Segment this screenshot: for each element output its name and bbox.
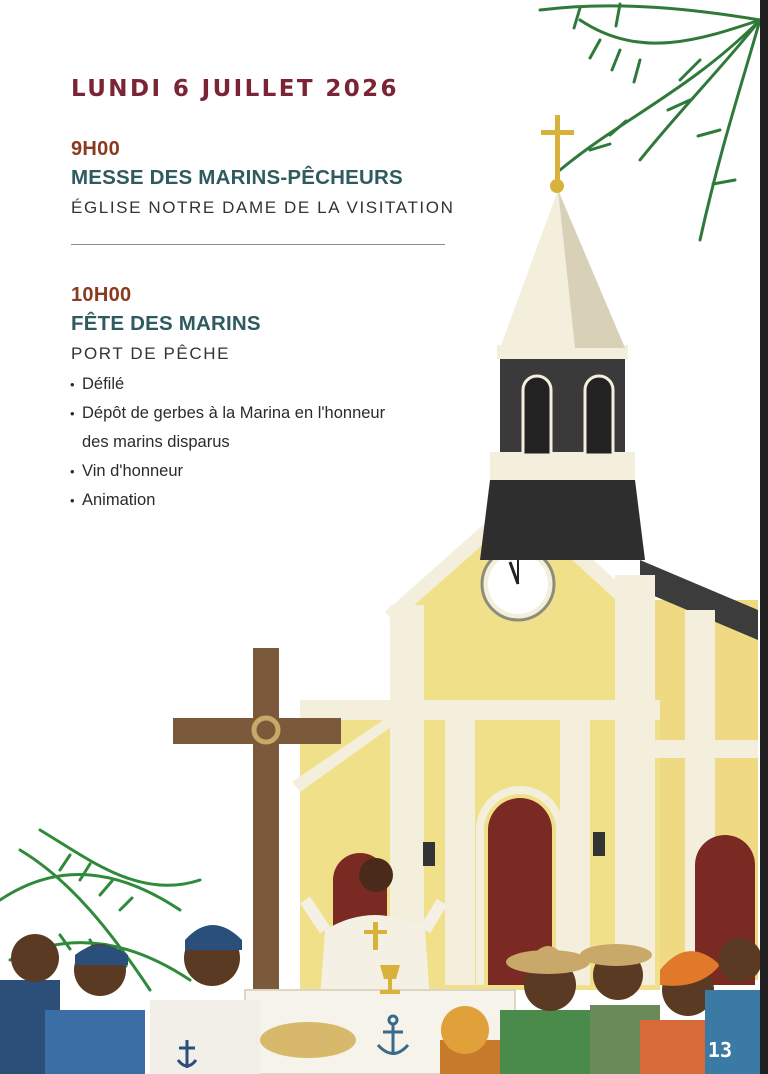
church-icon <box>292 115 758 990</box>
page-number: 13 <box>707 1038 732 1062</box>
list-item: • Défilé <box>70 370 410 399</box>
list-item: • Vin d'honneur <box>70 457 410 486</box>
program-date: LUNDI 6 JUILLET 2026 <box>71 76 399 102</box>
event-1-place: ÉGLISE NOTRE DAME DE LA VISITATION <box>71 198 455 217</box>
palm-leaf-icon <box>540 4 760 240</box>
list-item: • Dépôt de gerbes à la Marina en l'honneur des marins disparus <box>70 399 410 457</box>
event-1-time: 9H00 <box>71 138 121 160</box>
event-1-title: MESSE DES MARINS-PÊCHEURS <box>71 166 403 189</box>
page-edge <box>760 0 768 1074</box>
list-item: • Animation <box>70 486 410 515</box>
event-2-time: 10H00 <box>71 284 132 306</box>
event-2-title: FÊTE DES MARINS <box>71 312 261 335</box>
event-2-place: PORT DE PÊCHE <box>71 344 231 363</box>
